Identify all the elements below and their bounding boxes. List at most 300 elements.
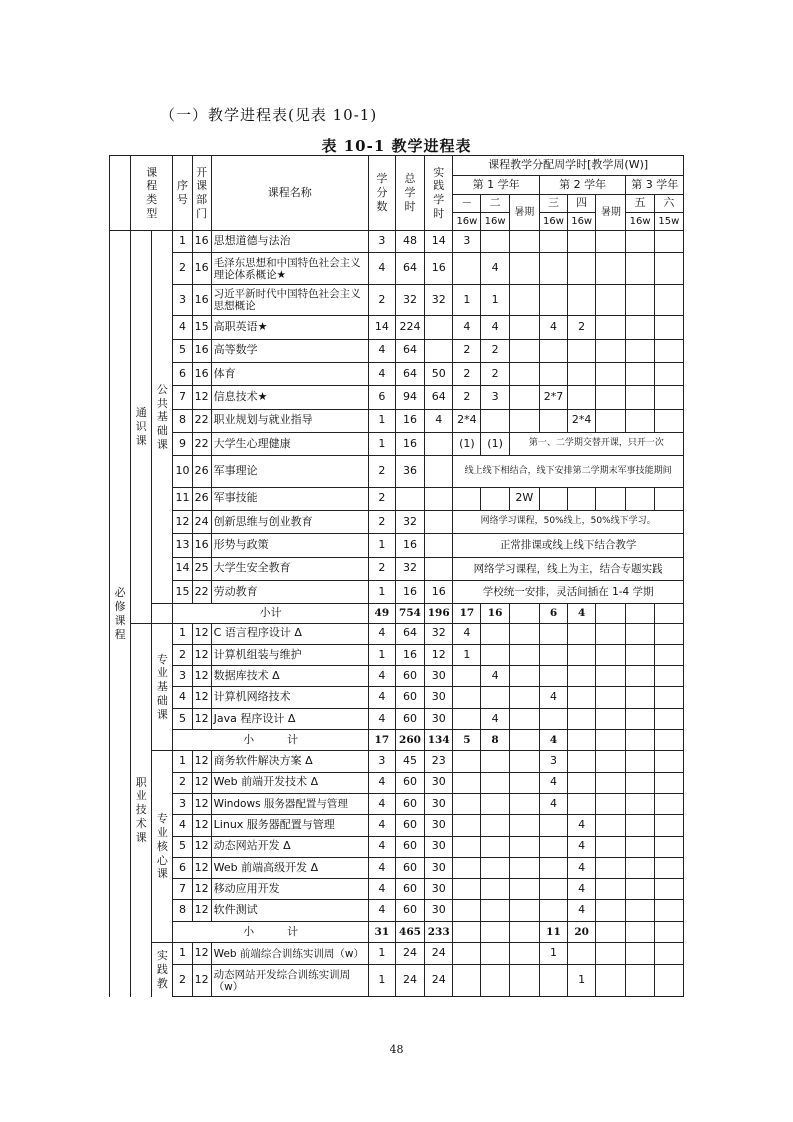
subtotal-s3: 11 [539, 921, 567, 942]
s4-hours [568, 362, 596, 385]
s3-hours: 2*7 [539, 386, 567, 409]
sm1-hours [509, 708, 539, 729]
subtotal-credits: 17 [368, 730, 395, 751]
s5-hours [626, 687, 654, 708]
subtotal-sm1 [509, 730, 539, 751]
course-name: 军事技能 [211, 487, 368, 510]
course-total-hours: 60 [395, 857, 424, 878]
table-row [110, 623, 684, 644]
subtotal-s5 [626, 730, 654, 751]
s2-hours: 3 [481, 386, 509, 409]
s3-hours: 4 [539, 793, 567, 814]
table-row [110, 231, 684, 253]
course-dept: 15 [192, 316, 211, 339]
sm2-hours [596, 836, 626, 857]
course-name: 计算机组装与维护 [211, 644, 368, 665]
subtotal-label: 小 计 [173, 730, 368, 751]
subtotal-s1 [453, 921, 481, 942]
s5-hours [626, 793, 654, 814]
s4-hours [568, 623, 596, 644]
subtotal-s1: 5 [453, 730, 481, 751]
s3-hours [539, 666, 567, 687]
header-year3: 第 3 学年 [626, 176, 684, 194]
s5-hours [626, 487, 654, 510]
course-dept: 12 [192, 857, 211, 878]
table-row [110, 900, 684, 921]
course-name: Web 前端高级开发 Δ [211, 857, 368, 878]
sm1-hours [509, 362, 539, 385]
s1-hours [453, 708, 481, 729]
group-practice [152, 942, 173, 996]
table-row [110, 253, 684, 284]
course-name: 毛泽东思想和中国特色社会主义理论体系概论★ [211, 253, 368, 284]
course-total-hours: 60 [395, 879, 424, 900]
s1-hours: 4 [453, 623, 481, 644]
subtotal-s6 [654, 921, 683, 942]
course-seq: 2 [173, 253, 192, 284]
course-note: 第一、二学期交替开课，只开一次 [509, 432, 683, 455]
course-practice-hours: 30 [425, 836, 453, 857]
course-note: 网络学习课程，线上为主，结合专题实践 [453, 557, 684, 580]
group-public-basic [152, 231, 173, 604]
course-practice-hours: 24 [425, 942, 453, 964]
s5-hours [626, 231, 654, 253]
s3-hours [539, 815, 567, 836]
course-note: 网络学习课程，50%线上，50%线下学习。 [453, 510, 684, 533]
table-row [110, 751, 684, 772]
subtotal-blank [152, 604, 173, 623]
subtotal-sm1 [509, 921, 539, 942]
header-total-hours [395, 156, 424, 231]
sm2-hours [596, 879, 626, 900]
sm2-hours [596, 900, 626, 921]
course-dept: 12 [192, 836, 211, 857]
table-row [110, 284, 684, 315]
s1-hours: 2 [453, 386, 481, 409]
course-name: 数据库技术 Δ [211, 666, 368, 687]
course-seq: 2 [173, 772, 192, 793]
course-seq: 4 [173, 687, 192, 708]
course-credits: 3 [368, 231, 395, 253]
course-name: 创新思维与创业教育 [211, 510, 368, 533]
table-row [110, 339, 684, 362]
table-row [110, 879, 684, 900]
table-row [110, 409, 684, 432]
table-row [110, 687, 684, 708]
course-total-hours [395, 487, 424, 510]
course-dept: 16 [192, 534, 211, 557]
subtotal-hours: 260 [395, 730, 424, 751]
course-credits: 1 [368, 644, 395, 665]
s3-hours [539, 409, 567, 432]
header-blank [110, 156, 131, 231]
sm1-hours [509, 815, 539, 836]
course-practice-hours: 4 [425, 409, 453, 432]
sm1-hours [509, 623, 539, 644]
course-name: 习近平新时代中国特色社会主义思想概论 [211, 284, 368, 315]
course-seq: 6 [173, 857, 192, 878]
s1-hours [453, 666, 481, 687]
page-number: 48 [389, 1043, 404, 1056]
s1-hours [453, 815, 481, 836]
s6-hours [654, 386, 683, 409]
course-credits: 4 [368, 708, 395, 729]
course-name: 思想道德与法治 [211, 231, 368, 253]
table-title: 表 10-1 教学进程表 [321, 137, 472, 155]
header-practice-hours [425, 156, 453, 231]
subtotal-s2 [481, 921, 509, 942]
s5-hours [626, 253, 654, 284]
sm1-hours [509, 879, 539, 900]
s4-hours [568, 708, 596, 729]
course-seq: 5 [173, 708, 192, 729]
subtotal-row [110, 730, 684, 751]
table-body [110, 156, 684, 997]
s2-hours [481, 772, 509, 793]
course-name: 软件测试 [211, 900, 368, 921]
s2-hours: 1 [481, 284, 509, 315]
course-dept: 12 [192, 793, 211, 814]
course-credits: 4 [368, 687, 395, 708]
sm2-hours [596, 386, 626, 409]
sm1-hours [509, 857, 539, 878]
course-seq: 8 [173, 900, 192, 921]
sm1-hours [509, 339, 539, 362]
subtotal-sm1 [509, 604, 539, 623]
s2-hours [481, 644, 509, 665]
course-practice-hours [425, 456, 453, 487]
header-weeks-sem2: 16w [481, 212, 509, 230]
s6-hours [654, 362, 683, 385]
s6-hours [654, 708, 683, 729]
course-credits: 4 [368, 339, 395, 362]
course-dept: 12 [192, 623, 211, 644]
course-dept: 12 [192, 666, 211, 687]
subtotal-sm2 [596, 921, 626, 942]
s3-hours [539, 900, 567, 921]
course-total-hours: 24 [395, 942, 424, 964]
sm2-hours [596, 623, 626, 644]
course-name: 形势与政策 [211, 534, 368, 557]
header-weeks-sem4: 16w [568, 212, 596, 230]
table-row [110, 815, 684, 836]
s6-hours [654, 942, 683, 964]
sm1-hours [509, 386, 539, 409]
s4-hours: 2 [568, 316, 596, 339]
s6-hours [654, 857, 683, 878]
s5-hours [626, 942, 654, 964]
header-sem1: － [453, 194, 481, 212]
s5-hours [626, 284, 654, 315]
sm2-hours [596, 409, 626, 432]
course-seq: 9 [173, 432, 192, 455]
table-row [110, 534, 684, 557]
sm2-hours [596, 815, 626, 836]
header-total-hours-text: 总学时 [404, 172, 416, 213]
s6-hours [654, 836, 683, 857]
course-total-hours: 60 [395, 793, 424, 814]
course-dept: 16 [192, 362, 211, 385]
course-total-hours: 94 [395, 386, 424, 409]
sm2-hours [596, 487, 626, 510]
s2-hours [481, 687, 509, 708]
s3-hours: 4 [539, 687, 567, 708]
course-seq: 1 [173, 942, 192, 964]
s3-hours: 4 [539, 316, 567, 339]
course-practice-hours: 16 [425, 580, 453, 603]
header-sem4: 四 [568, 194, 596, 212]
s6-hours [654, 316, 683, 339]
course-name: Web 前端开发技术 Δ [211, 772, 368, 793]
sm1-hours [509, 965, 539, 997]
course-practice-hours [425, 432, 453, 455]
course-name: 高等数学 [211, 339, 368, 362]
group-prof-core-label: 专业核心课 [156, 812, 168, 881]
course-credits: 2 [368, 487, 395, 510]
course-name: 动态网站开发 Δ [211, 836, 368, 857]
s4-hours [568, 253, 596, 284]
s5-hours [626, 409, 654, 432]
table-row [110, 432, 684, 455]
table-row [110, 580, 684, 603]
course-note: 学校统一安排，灵活间插在 1-4 学期 [453, 580, 684, 603]
header-weeks-sem5: 16w [626, 212, 654, 230]
course-seq: 7 [173, 879, 192, 900]
s2-hours [481, 942, 509, 964]
table-row [110, 965, 684, 997]
s5-hours [626, 751, 654, 772]
subtotal-s4 [568, 730, 596, 751]
course-credits: 4 [368, 815, 395, 836]
group-vocational [131, 623, 152, 996]
course-total-hours: 16 [395, 432, 424, 455]
s1-hours [453, 772, 481, 793]
sm2-hours [596, 942, 626, 964]
s4-hours [568, 231, 596, 253]
sem1-hours: (1) [453, 432, 481, 455]
course-name: Java 程序设计 Δ [211, 708, 368, 729]
sm1-hours [509, 942, 539, 964]
s1-hours [453, 793, 481, 814]
table-row [110, 793, 684, 814]
course-practice-hours: 32 [425, 623, 453, 644]
course-practice-hours: 50 [425, 362, 453, 385]
sm2-hours [596, 687, 626, 708]
group-required [110, 231, 131, 997]
s6-hours [654, 687, 683, 708]
s4-hours: 4 [568, 836, 596, 857]
subtotal-sm2 [596, 730, 626, 751]
course-practice-hours: 30 [425, 857, 453, 878]
sm1-hours [509, 751, 539, 772]
course-dept: 12 [192, 386, 211, 409]
subtotal-practice: 134 [425, 730, 453, 751]
course-note: 线上线下相结合，线下安排第二学期末军事技能期间 [453, 456, 684, 487]
header-seq-text: 序号 [176, 179, 188, 207]
course-credits: 2 [368, 510, 395, 533]
s6-hours [654, 409, 683, 432]
s2-hours [481, 836, 509, 857]
course-credits: 1 [368, 432, 395, 455]
course-seq: 1 [173, 751, 192, 772]
course-dept: 12 [192, 772, 211, 793]
course-total-hours: 60 [395, 772, 424, 793]
course-practice-hours [425, 534, 453, 557]
sm2-hours [596, 644, 626, 665]
header-credits-text: 学分数 [376, 172, 388, 213]
table-row [110, 510, 684, 533]
s1-hours: 1 [453, 284, 481, 315]
course-name: 大学生安全教育 [211, 557, 368, 580]
s6-hours [654, 339, 683, 362]
group-prof-basic-label: 专业基础课 [156, 652, 168, 721]
course-dept: 22 [192, 432, 211, 455]
course-practice-hours: 23 [425, 751, 453, 772]
course-seq: 5 [173, 836, 192, 857]
s6-hours [654, 793, 683, 814]
subtotal-row [110, 921, 684, 942]
subtotal-s6 [654, 730, 683, 751]
course-name: 大学生心理健康 [211, 432, 368, 455]
s3-hours [539, 231, 567, 253]
course-name: 信息技术★ [211, 386, 368, 409]
s2-hours [481, 231, 509, 253]
course-practice-hours: 30 [425, 815, 453, 836]
course-seq: 6 [173, 362, 192, 385]
course-credits: 1 [368, 580, 395, 603]
s4-hours [568, 751, 596, 772]
subtotal-label: 小计 [173, 604, 368, 623]
s3-hours: 3 [539, 751, 567, 772]
s2-hours [481, 793, 509, 814]
course-name: 体育 [211, 362, 368, 385]
table-row [110, 557, 684, 580]
s5-hours [626, 965, 654, 997]
s6-hours [654, 487, 683, 510]
header-credits [368, 156, 395, 231]
course-credits: 4 [368, 793, 395, 814]
s3-hours: 4 [539, 772, 567, 793]
header-summer2: 暑期 [596, 194, 626, 231]
sm2-hours [596, 772, 626, 793]
course-name: C 语言程序设计 Δ [211, 623, 368, 644]
course-total-hours: 45 [395, 751, 424, 772]
header-course-type [131, 156, 173, 231]
header-weeks-sem6: 15w [654, 212, 683, 230]
header-dept [192, 156, 211, 231]
course-seq: 15 [173, 580, 192, 603]
course-dept: 26 [192, 456, 211, 487]
course-dept: 12 [192, 965, 211, 997]
s2-hours [481, 487, 509, 510]
sm2-hours [596, 339, 626, 362]
course-dept: 12 [192, 815, 211, 836]
header-sem2: 二 [481, 194, 509, 212]
s4-hours [568, 942, 596, 964]
s2-hours [481, 879, 509, 900]
group-practice-label: 实践教 [156, 949, 168, 990]
sm2-hours [596, 793, 626, 814]
s1-hours: 1 [453, 644, 481, 665]
course-name: 职业规划与就业指导 [211, 409, 368, 432]
s2-hours [481, 900, 509, 921]
header-weeks-sem1: 16w [453, 212, 481, 230]
s2-hours: 4 [481, 708, 509, 729]
table-row [110, 708, 684, 729]
header-seq [173, 156, 192, 231]
course-credits: 4 [368, 857, 395, 878]
course-credits: 2 [368, 456, 395, 487]
s5-hours [626, 316, 654, 339]
sm1-hours: 2W [509, 487, 539, 510]
s1-hours [453, 965, 481, 997]
course-name: 计算机网络技术 [211, 687, 368, 708]
course-total-hours: 16 [395, 580, 424, 603]
course-name: 移动应用开发 [211, 879, 368, 900]
course-name: 劳动教育 [211, 580, 368, 603]
subtotal-row [110, 604, 684, 623]
sm1-hours [509, 284, 539, 315]
course-practice-hours: 30 [425, 772, 453, 793]
s3-hours [539, 362, 567, 385]
s6-hours [654, 253, 683, 284]
course-total-hours: 16 [395, 409, 424, 432]
s5-hours [626, 644, 654, 665]
course-dept: 24 [192, 510, 211, 533]
course-total-hours: 24 [395, 965, 424, 997]
s4-hours [568, 687, 596, 708]
course-total-hours: 48 [395, 231, 424, 253]
s3-hours [539, 284, 567, 315]
course-practice-hours: 24 [425, 965, 453, 997]
course-seq: 8 [173, 409, 192, 432]
course-practice-hours [425, 487, 453, 510]
table-row [110, 836, 684, 857]
s3-hours [539, 339, 567, 362]
s1-hours [453, 879, 481, 900]
curriculum-table [109, 155, 684, 997]
s2-hours [481, 409, 509, 432]
course-practice-hours: 30 [425, 687, 453, 708]
subtotal-hours: 465 [395, 921, 424, 942]
sm2-hours [596, 362, 626, 385]
sm1-hours [509, 772, 539, 793]
s3-hours [539, 487, 567, 510]
s3-hours [539, 623, 567, 644]
course-seq: 3 [173, 793, 192, 814]
header-summer1: 暑期 [509, 194, 539, 231]
sm1-hours [509, 644, 539, 665]
group-prof-basic [152, 623, 173, 751]
course-name: 高职英语★ [211, 316, 368, 339]
s3-hours [539, 708, 567, 729]
sm1-hours [509, 253, 539, 284]
group-required-label: 必修课程 [114, 586, 126, 641]
subtotal-s2: 16 [481, 604, 509, 623]
s4-hours [568, 284, 596, 315]
subtotal-s1: 17 [453, 604, 481, 623]
table-row [110, 362, 684, 385]
sm1-hours [509, 231, 539, 253]
s4-hours: 4 [568, 857, 596, 878]
course-seq: 1 [173, 623, 192, 644]
sm1-hours [509, 409, 539, 432]
course-practice-hours: 30 [425, 900, 453, 921]
subtotal-credits: 31 [368, 921, 395, 942]
s2-hours [481, 965, 509, 997]
s1-hours [453, 253, 481, 284]
subtotal-label: 小 计 [173, 921, 368, 942]
